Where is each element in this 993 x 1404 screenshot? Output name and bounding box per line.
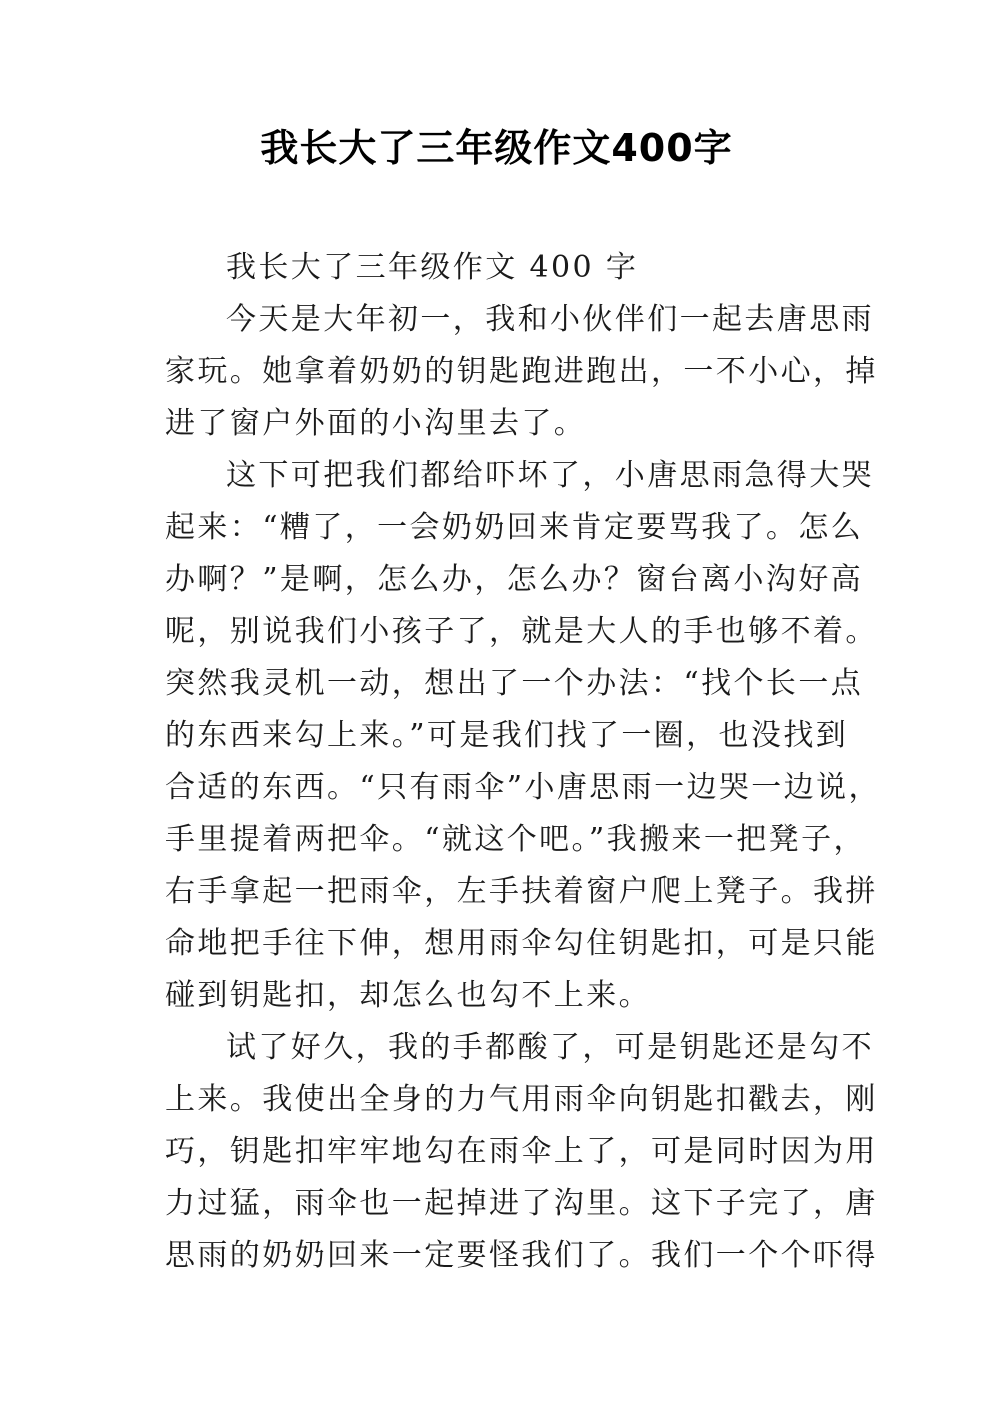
text-line: 命地把手往下伸，想用雨伞勾住钥匙扣，可是只能 [165,926,878,961]
text-line: 碰到钥匙扣，却怎么也勾不上来。 [165,978,651,1013]
text-line: 办啊？”是啊，怎么办，怎么办？窗台离小沟好高 [165,562,864,597]
text-line: 起来：“糟了，一会奶奶回来肯定要骂我了。怎么 [165,510,864,545]
text-line: 这下可把我们都给吓坏了，小唐思雨急得大哭 [226,458,874,493]
document-body [165,242,881,1282]
text-line: 家玩。她拿着奶奶的钥匙跑进跑出，一不小心，掉 [165,354,878,389]
text-line: 力过猛，雨伞也一起掉进了沟里。这下子完了，唐 [165,1186,878,1221]
text-line: 我长大了三年级作文 400 字 [226,250,639,285]
text-line: 的东西来勾上来。”可是我们找了一圈，也没找到 [165,718,849,753]
text-line: 合适的东西。“只有雨伞”小唐思雨一边哭一边说， [165,770,881,805]
text-line: 思雨的奶奶回来一定要怪我们了。我们一个个吓得 [165,1238,878,1273]
text-line: 今天是大年初一，我和小伙伴们一起去唐思雨 [226,302,874,337]
text-line: 试了好久，我的手都酸了，可是钥匙还是勾不 [226,1030,874,1065]
text-line: 巧，钥匙扣牢牢地勾在雨伞上了，可是同时因为用 [165,1134,878,1169]
text-line: 上来。我使出全身的力气用雨伞向钥匙扣戳去，刚 [165,1082,878,1117]
text-line: 突然我灵机一动，想出了一个办法：“找个长一点 [165,666,864,701]
document-title: 我长大了三年级作文400字 [260,126,733,170]
text-line: 手里提着两把伞。“就这个吧。”我搬来一把凳子， [165,822,866,857]
text-line: 右手拿起一把雨伞，左手扶着窗户爬上凳子。我拼 [165,874,878,909]
text-line: 进了窗户外面的小沟里去了。 [165,406,587,441]
text-line: 呢，别说我们小孩子了，就是大人的手也够不着。 [165,614,878,649]
